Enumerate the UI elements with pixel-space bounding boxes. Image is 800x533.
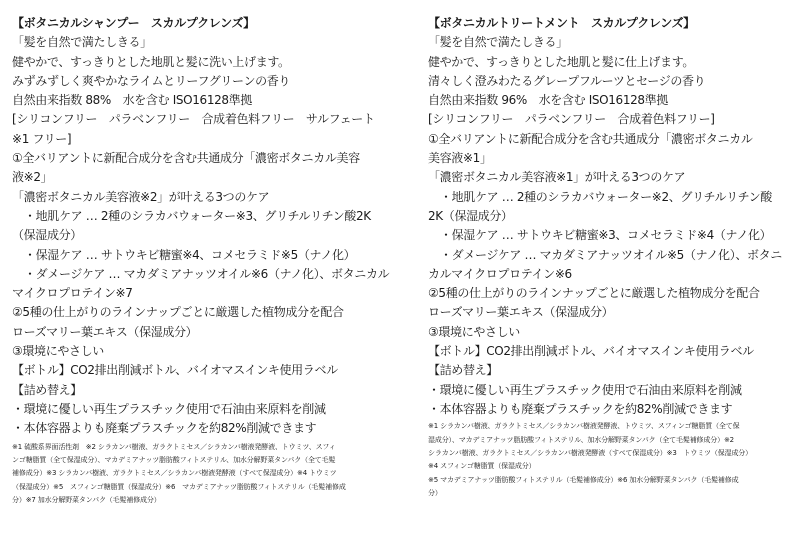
treatment-footnote-line: ※5 マカデミアナッツ脂肪酸フィトステリル（毛髪補修成分）※6 加水分解野菜タンパク（毛髪補修成 bbox=[428, 475, 739, 484]
shampoo-footnote-line: （保湿成分）※5 スフィンゴ糖脂質（保湿成分）※6 マカデミアナッツ脂肪酸フィトステリル（毛髪補修成 bbox=[12, 482, 346, 491]
shampoo-fragrance: みずみずしく爽やかなライムとリーフグリーンの香り bbox=[12, 73, 291, 88]
treatment-footnote-line: シラカンバ樹液、ガラクトミセス／シラカンバ樹液発酵液（すべて保湿成分）※3 トウミツ（保湿成分） bbox=[428, 449, 752, 458]
treatment-point-1-cont: 美容液※1」 bbox=[428, 151, 492, 166]
shampoo-point-2: ②5種の仕上がりのラインナップごとに厳選した植物成分を配合 bbox=[12, 305, 344, 320]
treatment-footnote-line: ※1 シラカンバ樹液、ガラクトミセス／シラカンバ樹液発酵液、トウミツ、スフィンゴ糖脂質（全て保 bbox=[428, 422, 740, 431]
shampoo-catchcopy: 「髪を自然で満たしきる」 bbox=[12, 35, 152, 50]
shampoo-footnote-line: 分）※7 加水分解野菜タンパク（毛髪補修成分） bbox=[12, 496, 161, 505]
shampoo-damage-care-cont: マイクロプロテイン※7 bbox=[12, 286, 133, 301]
treatment-footnote-line: ※4 スフィンゴ糖脂質（保湿成分） bbox=[428, 462, 536, 471]
shampoo-refill-item-2: ・本体容器よりも廃棄プラスチックを約82%削減できます bbox=[12, 421, 317, 436]
shampoo-title: 【ボタニカルシャンプー スカルプクレンズ】 bbox=[12, 16, 255, 30]
shampoo-damage-care: ・ダメージケア … マカダミアナッツオイル※6（ナノ化）、ボタニカル bbox=[24, 266, 390, 281]
treatment-footnotes bbox=[428, 420, 800, 500]
shampoo-bottle: 【ボトル】CO2排出削減ボトル、バイオマスインキ使用ラベル bbox=[12, 363, 338, 378]
shampoo-free-list-cont: ※1 フリー] bbox=[12, 131, 72, 146]
treatment-description: 健やかで、すっきりとした地肌と髪に仕上げます。 bbox=[428, 54, 695, 69]
treatment-point-2: ②5種の仕上がりのラインナップごとに厳選した植物成分を配合 bbox=[428, 286, 760, 301]
shampoo-care-heading: 「濃密ボタニカル美容液※2」が叶える3つのケア bbox=[12, 189, 270, 204]
treatment-point-3: ③環境にやさしい bbox=[428, 324, 520, 339]
treatment-care-heading: 「濃密ボタニカル美容液※1」が叶える3つのケア bbox=[428, 170, 686, 185]
shampoo-point-3: ③環境にやさしい bbox=[12, 344, 104, 359]
shampoo-footnote-line: 補修成分）※3 シラカンバ樹液、ガラクトミセス／シラカンバ樹液発酵液（すべて保湿成分）※4 トウミツ bbox=[12, 469, 337, 478]
treatment-damage-care: ・ダメージケア … マカダミアナッツオイル※5（ナノ化）、ボタニ bbox=[440, 247, 782, 262]
shampoo-footnotes bbox=[12, 441, 396, 508]
shampoo-scalp-care: ・地肌ケア … 2種のシラカバウォーター※3、グリチルリチン酸2K bbox=[24, 208, 371, 223]
shampoo-footnote-line: ※1 硫酸系界面活性剤 ※2 シラカンバ樹液、ガラクトミセス／シラカンバ樹液発酵液、トウミツ、スフィ bbox=[12, 442, 336, 451]
treatment-title: 【ボタニカルトリートメント スカルプクレンズ】 bbox=[428, 16, 695, 30]
treatment-section bbox=[428, 14, 800, 501]
treatment-footnote-line: 湿成分）、マカデミアナッツ脂肪酸フィトステリル、加水分解野菜タンパク（全て毛髪補修成分）※2 bbox=[428, 435, 734, 444]
treatment-refill-heading: 【詰め替え】 bbox=[428, 363, 498, 378]
treatment-refill-item-1: ・環境に優しい再生プラスチック使用で石油由来原料を削減 bbox=[428, 382, 742, 397]
shampoo-section bbox=[12, 14, 396, 508]
treatment-free-list: [シリコンフリー パラベンフリー 合成着色料フリー] bbox=[428, 112, 715, 127]
shampoo-free-list: [シリコンフリー パラベンフリー 合成着色料フリー サルフェート bbox=[12, 112, 375, 127]
treatment-damage-care-cont: カルマイクロプロテイン※6 bbox=[428, 266, 572, 281]
shampoo-point-1: ①全バリアントに新配合成分を含む共通成分「濃密ボタニカル美容 bbox=[12, 151, 360, 166]
treatment-point-1: ①全バリアントに新配合成分を含む共通成分「濃密ボタニカル bbox=[428, 131, 753, 146]
treatment-catchcopy: 「髪を自然で満たしきる」 bbox=[428, 35, 568, 50]
shampoo-moisture-care: ・保湿ケア … サトウキビ糖蜜※4、コメセラミド※5（ナノ化） bbox=[24, 247, 356, 262]
treatment-scalp-care-cont: 2K（保湿成分） bbox=[428, 208, 513, 223]
treatment-fragrance: 清々しく澄みわたるグレープフルーツとセージの香り bbox=[428, 73, 706, 88]
shampoo-scalp-care-cont: （保湿成分） bbox=[12, 228, 82, 243]
shampoo-natural-index: 自然由来指数 88% 水を含む ISO16128準拠 bbox=[12, 93, 252, 108]
shampoo-refill-item-1: ・環境に優しい再生プラスチック使用で石油由来原料を削減 bbox=[12, 401, 326, 416]
shampoo-refill-heading: 【詰め替え】 bbox=[12, 382, 82, 397]
treatment-scalp-care: ・地肌ケア … 2種のシラカバウォーター※2、グリチルリチン酸 bbox=[440, 189, 772, 204]
shampoo-point-2-ingredient: ローズマリー葉エキス（保湿成分） bbox=[12, 324, 198, 339]
shampoo-point-1-cont: 液※2」 bbox=[12, 170, 53, 185]
shampoo-footnote-line: ンゴ糖脂質（全て保湿成分）、マカデミアナッツ脂肪酸フィトステリル、加水分解野菜タンパク（全て毛髪 bbox=[12, 455, 336, 464]
treatment-point-2-ingredient: ローズマリー葉エキス（保湿成分） bbox=[428, 305, 614, 320]
treatment-bottle: 【ボトル】CO2排出削減ボトル、バイオマスインキ使用ラベル bbox=[428, 344, 754, 359]
treatment-moisture-care: ・保湿ケア … サトウキビ糖蜜※3、コメセラミド※4（ナノ化） bbox=[440, 228, 772, 243]
treatment-refill-item-2: ・本体容器よりも廃棄プラスチックを約82%削減できます bbox=[428, 401, 733, 416]
treatment-footnote-line: 分） bbox=[428, 489, 442, 498]
treatment-natural-index: 自然由来指数 96% 水を含む ISO16128準拠 bbox=[428, 93, 668, 108]
shampoo-description: 健やかで、すっきりとした地肌と髪に洗い上げます。 bbox=[12, 54, 290, 69]
